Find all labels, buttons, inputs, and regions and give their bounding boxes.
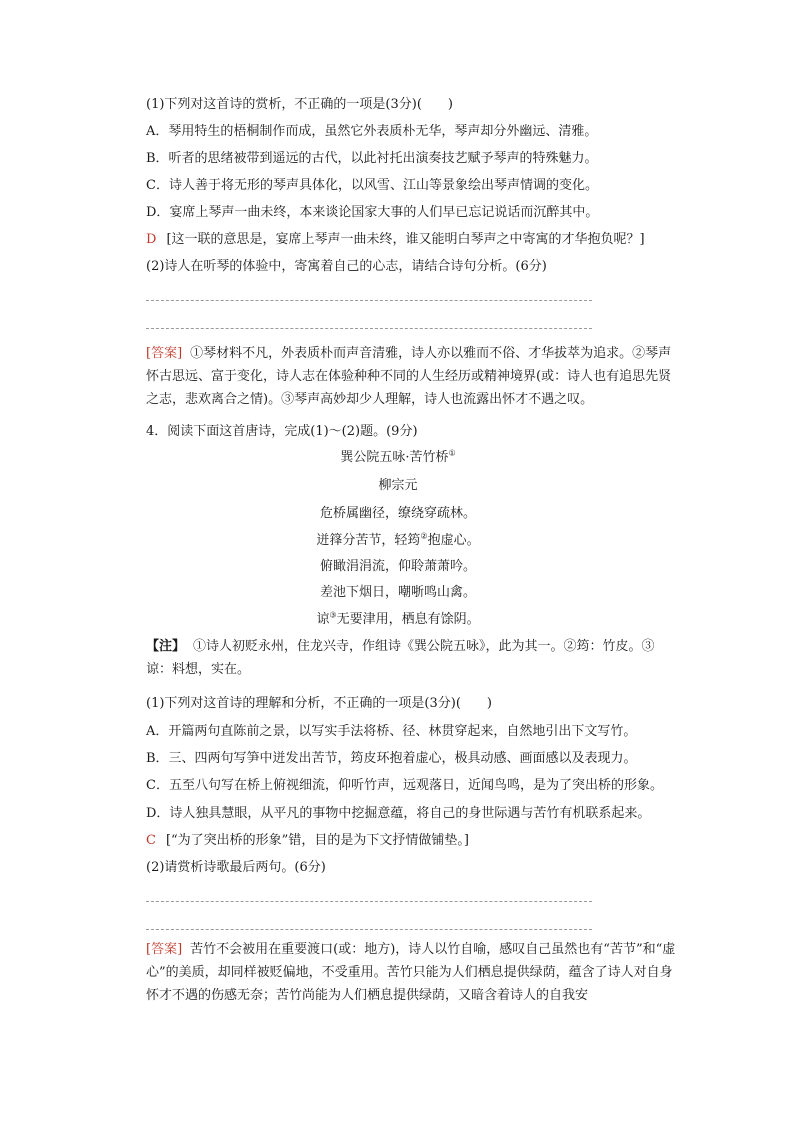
q3-sub2-answer [116,342,680,411]
footnote-marker: ① [448,448,456,458]
answer-line [146,929,592,930]
q3-sub2-stem: (2)诗人在听琴的体验中，寄寓着自己的心志，请结合诗句分析。(6分) [146,259,547,274]
poem-notes [116,635,680,681]
answer-line [146,300,592,301]
answer-key: D [146,232,157,247]
answer-line [146,901,592,902]
answer-line [146,328,592,329]
footnote-marker: ③ [329,610,337,620]
answer-text: ①琴材料不凡，外表质朴而声音清雅，诗人亦以雅而不俗、才华拔萃为追求。②琴声怀古思远、富于变化，诗人志在体验种种不同的人生经历或精神境界(或：诗人也有追思先贤之志，悲欢离合之情)。③琴声高妙却少人理解，诗人也流露出怀才不遇之叹。 [146,346,672,407]
q4-option-d: D．诗人独具慧眼，从平凡的事物中挖掘意蕴，将自己的身世际遇与苦竹有机联系起来。 [146,806,651,821]
answer-tag: [答案] [146,346,183,361]
poem-title-text: 巽公院五咏·苦竹桥 [340,450,449,465]
q3-option-a: A．琴用特生的梧桐制作而成，虽然它外表质朴无华，琴声却分外幽远、清雅。 [146,124,598,139]
answer-explanation: [这一联的意思是，宴席上琴声一曲未终，谁又能明白琴声之中寄寓的才华抱负呢？] [166,232,645,247]
poem-line: 危桥属幽径，缭绕穿疏林。 [319,506,476,521]
footnote-marker: ② [420,531,428,541]
poem-line [116,532,680,550]
poem-line-part: 抱虚心。 [427,533,480,548]
q4-sub2-stem: (2)请赏析诗歌最后两句。(6分) [146,860,326,875]
q4-stem: 4．阅读下面这首唐诗，完成(1)～(2)题。(9分) [146,424,418,439]
answer-explanation: [“为了突出桥的形象”错，目的是为下文抒情做铺垫。] [165,833,469,848]
poem-line: 差池下烟日，嘲哳鸣山禽。 [319,585,476,600]
q3-sub1-stem: (1)下列对这首诗的赏析，不正确的一项是(3分)( ) [146,97,453,112]
q4-sub2-answer [116,938,680,1007]
q3-option-d: D．宴席上琴声一曲未终，本来谈论国家大事的人们早已忘记说话而沉醉其中。 [146,205,599,220]
q3-option-c: C．诗人善于将无形的琴声具体化，以风雪、江山等景象绘出琴声情调的变化。 [146,178,598,193]
poem-line [116,611,680,629]
answer-tag: [答案] [146,942,183,957]
q4-option-c: C．五至八句写在桥上俯视细流，仰听竹声，远观落日，近闻鸟鸣，是为了突出桥的形象。 [146,778,663,793]
q4-option-b: B．三、四两句写笋中迸发出苦节，筠皮环抱着虚心，极具动感、画面感以及表现力。 [146,751,637,766]
poem-line-part: 无要津用，栖息有馀阴。 [336,612,480,627]
poem-line: 俯瞰涓涓流，仰聆萧萧吟。 [319,559,476,574]
q4-sub1-stem: (1)下列对这首诗的理解和分析，不正确的一项是(3分)( ) [146,696,492,711]
q3-option-b: B．听者的思绪被带到遥远的古代，以此衬托出演奏技艺赋予琴声的特殊魅力。 [146,151,598,166]
note-tag: 【注】 [146,639,186,654]
q3-sub1-answer [146,231,645,249]
poem-title [116,449,680,467]
answer-text: 苦竹不会被用在重要渡口(或：地方)，诗人以竹自喻，感叹自己虽然也有“苦节”和“虚心”的美质，却同样被贬偏地，不受重用。苦竹只能为人们栖息提供绿荫，蕴含了诗人对自身怀才不遇的伤感无奈；苦竹尚能为人们栖息提供绿荫，又暗含着诗人的自我安 [146,942,676,1003]
poem-line-part: 谅 [316,612,330,627]
q4-option-a: A．开篇两句直陈前之景，以写实手法将桥、径、林贯穿起来，自然地引出下文写竹。 [146,724,637,739]
note-text: ①诗人初贬永州，住龙兴寺，作组诗《巽公院五咏》，此为其一。②筠：竹皮。③谅：料想，实在。 [146,639,655,677]
q4-sub1-answer [146,832,469,850]
poem-author: 柳宗元 [378,478,418,493]
answer-key: C [146,833,156,848]
poem-line-part: 迸箨分苦节，轻筠 [316,533,421,548]
